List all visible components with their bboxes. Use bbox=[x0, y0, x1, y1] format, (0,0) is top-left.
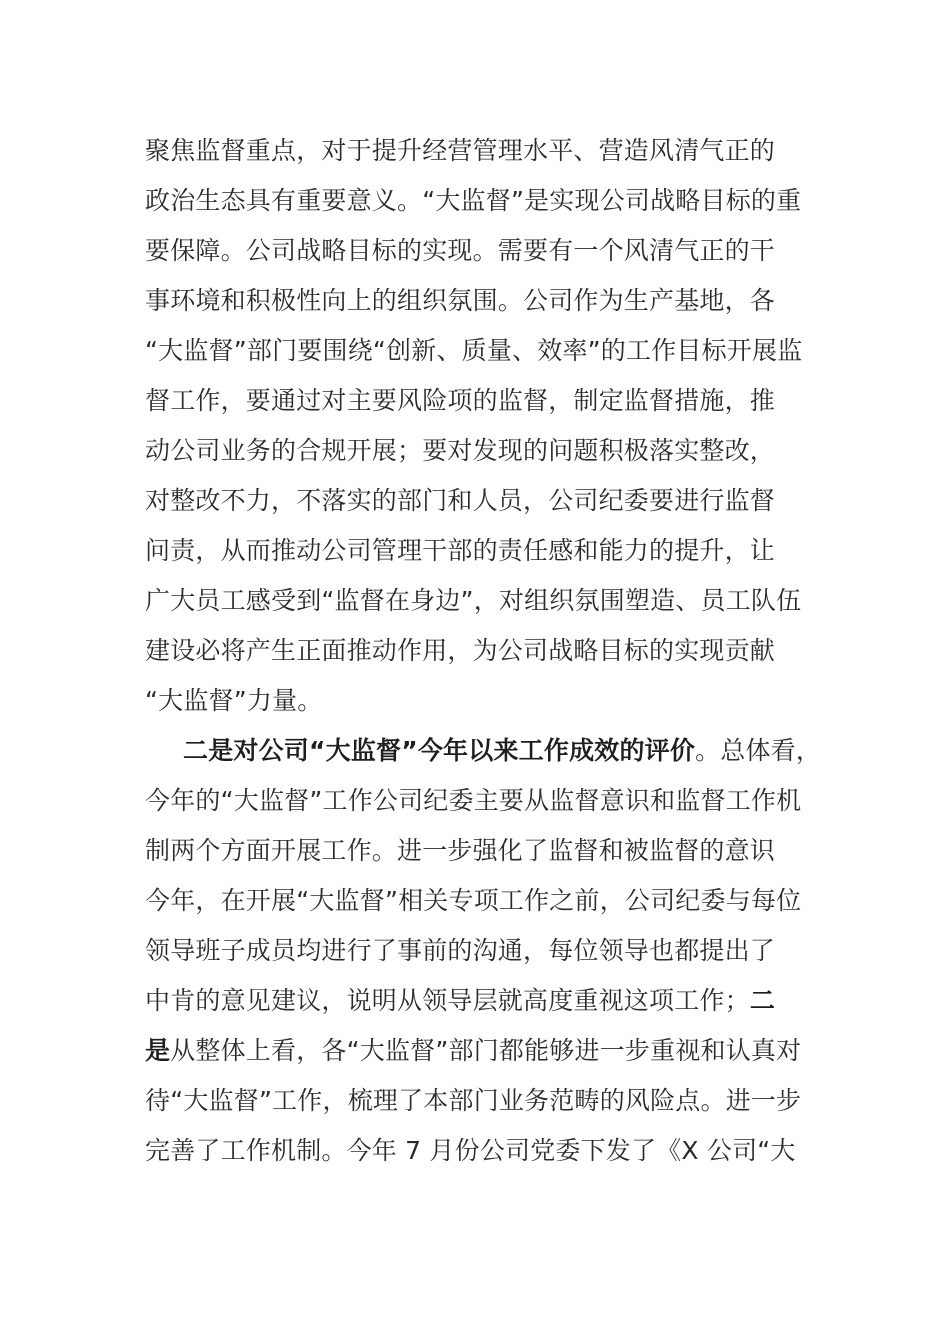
emphasis-run: 是 bbox=[145, 1036, 171, 1065]
text-line: 领导班子成员均进行了事前的沟通，每位领导也都提出了 bbox=[145, 936, 776, 965]
text-line: “大监督”力量。 bbox=[145, 686, 323, 715]
paragraph-1 bbox=[145, 126, 835, 726]
text-run: 。总体看， bbox=[695, 736, 822, 765]
text-line: 今年，在开展“大监督”相关专项工作之前，公司纪委与每位 bbox=[145, 886, 802, 915]
text-line: 建设必将产生正面推动作用，为公司战略目标的实现贡献 bbox=[145, 636, 776, 665]
section-heading: 二是对公司“大监督”今年以来工作成效的评价 bbox=[183, 736, 696, 765]
text-line bbox=[145, 976, 835, 1026]
text-line: 今年的“大监督”工作公司纪委主要从监督意识和监督工作机 bbox=[145, 786, 802, 815]
text-line: 对整改不力，不落实的部门和人员，公司纪委要进行监督 bbox=[145, 486, 776, 515]
text-line: 事环境和积极性向上的组织氛围。公司作为生产基地，各 bbox=[145, 286, 776, 315]
document-body bbox=[145, 126, 835, 1176]
text-run: 从整体上看，各“大监督”部门都能够进一步重视和认真对 bbox=[170, 1036, 802, 1065]
text-line: 聚焦监督重点，对于提升经营管理水平、营造风清气正的 bbox=[145, 136, 776, 165]
text-line: 督工作，要通过对主要风险项的监督，制定监督措施，推 bbox=[145, 386, 776, 415]
text-line bbox=[145, 726, 835, 776]
text-line: 制两个方面开展工作。进一步强化了监督和被监督的意识 bbox=[145, 836, 776, 865]
text-line: 要保障。公司战略目标的实现。需要有一个风清气正的干 bbox=[145, 236, 776, 265]
text-line: 完善了工作机制。今年 7 月份公司党委下发了《X 公司“大 bbox=[145, 1136, 796, 1165]
text-line: 动公司业务的合规开展；要对发现的问题积极落实整改， bbox=[145, 436, 776, 465]
text-line: 待“大监督”工作，梳理了本部门业务范畴的风险点。进一步 bbox=[145, 1086, 802, 1115]
paragraph-2 bbox=[145, 726, 835, 1176]
text-line bbox=[145, 1026, 835, 1076]
emphasis-run: 二 bbox=[749, 986, 776, 1015]
text-line: 政治生态具有重要意义。“大监督”是实现公司战略目标的重 bbox=[145, 186, 802, 215]
text-line: 问责，从而推动公司管理干部的责任感和能力的提升，让 bbox=[145, 536, 776, 565]
text-run: 中肯的意见建议，说明从领导层就高度重视这项工作； bbox=[145, 986, 750, 1015]
text-line: “大监督”部门要围绕“创新、质量、效率”的工作目标开展监 bbox=[145, 336, 803, 365]
text-line: 广大员工感受到“监督在身边”，对组织氛围塑造、员工队伍 bbox=[145, 586, 802, 615]
